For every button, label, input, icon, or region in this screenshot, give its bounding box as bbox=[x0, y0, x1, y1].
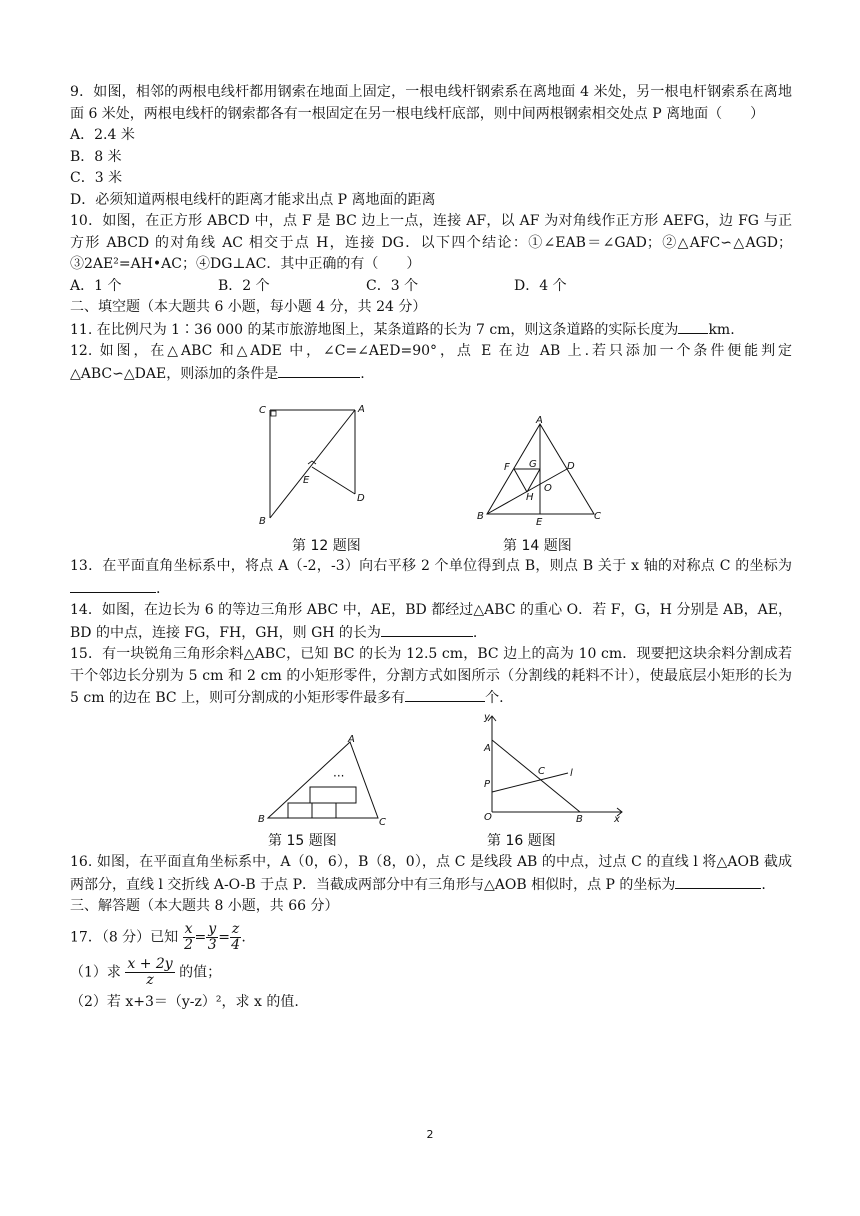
q10-option-a: A．1 个 bbox=[70, 277, 122, 294]
q9-option-a: A．2.4 米 bbox=[70, 127, 135, 143]
q9-stem: 9．如图，相邻的两根电线杆都用钢索在地面上固定，一根电线杆钢索系在离地面 4 米处，另一根电杆钢索系在离地面 6 米处，两根电线杆的钢索都各有一根固定在另一根电线杆底部，则中间两根钢索相交处点 P 离地面（ ） bbox=[70, 84, 792, 122]
q10-options bbox=[70, 276, 792, 298]
fig12-caption: 第 12 题图 bbox=[292, 538, 361, 554]
q12-stem bbox=[70, 341, 792, 385]
fig16-label-b: B bbox=[576, 814, 583, 825]
fig16-label-y: y bbox=[484, 712, 490, 723]
q15-text: 15．有一块锐角三角形余料△ABC，已知 BC 的长为 12.5 cm，BC 边上的高为 10 cm．现要把这块余料分割成若干个邻边长分别为 5 cm 和 2 cm 的小矩形零件，分割方式如图所示（分割线的耗料不计），使最底层小矩形的长为 5 cm 的边在 BC 上，则可分割成的小矩形零件最多有 bbox=[70, 646, 792, 706]
fig15-label-a: A bbox=[348, 734, 355, 745]
fig12-label-e: E bbox=[303, 475, 310, 486]
fig16-label-a: A bbox=[484, 743, 491, 754]
fig12-label-b: B bbox=[259, 516, 266, 527]
page-number: 2 bbox=[426, 1128, 434, 1141]
q14-answer-blank bbox=[381, 622, 473, 637]
q9-option-b: B．8 米 bbox=[70, 148, 122, 165]
q13-text: 13．在平面直角坐标系中，将点 A（-2，-3）向右平移 2 个单位得到点 B，则点 B 关于 x 轴的对称点 C 的坐标为 bbox=[70, 558, 792, 574]
q17-part1-suffix: 的值； bbox=[179, 964, 222, 980]
fig16-caption: 第 16 题图 bbox=[487, 833, 556, 849]
q17-frac-z: $\frac{z}{4}$ bbox=[231, 920, 241, 953]
q11-unit: km. bbox=[708, 321, 735, 338]
fig15-label-b: B bbox=[258, 814, 265, 825]
q14-stem bbox=[70, 600, 792, 644]
q9-option-c: C．3 米 bbox=[70, 170, 123, 186]
q14-text: 14．如图，在边长为 6 的等边三角形 ABC 中，AE，BD 都经过△ABC 的重心 O．若 F，G，H 分别是 AB，AE，BD 的中点，连接 FG，FH，GH，则 GH 的长为 bbox=[70, 602, 792, 641]
q13-answer-blank bbox=[70, 578, 156, 593]
q11-text: 11. 在比例尺为 1∶36 000 的某市旅游地图上，某条道路的长为 7 cm，则这条道路的实际长度为 bbox=[70, 321, 679, 338]
q15-end: 个. bbox=[485, 690, 504, 706]
exam-page bbox=[70, 82, 792, 385]
fig14-label-e: E bbox=[536, 517, 543, 528]
q10-option-d: D．4 个 bbox=[514, 277, 567, 294]
q17-stem bbox=[70, 922, 792, 953]
q11-stem bbox=[70, 319, 792, 342]
section-answer-heading: 三、解答题（本大题共 8 小题，共 66 分） bbox=[70, 898, 339, 914]
q17-eq-1: = bbox=[194, 929, 207, 945]
figure-12 bbox=[255, 398, 375, 530]
q13-end: . bbox=[156, 580, 161, 597]
q10-stem: 10．如图，在正方形 ABCD 中，点 F 是 BC 边上一点，连接 AF，以 AF 为对角线作正方形 AEFG，边 FG 与正方形 ABCD 的对角线 AC 相交于点 H，连接 DG．以下四个结论：①∠EAB＝∠GAD；②△AFC∽△AGD；③2AE²=AH•AC；④DG⊥AC．其中正确的有（ ） bbox=[70, 213, 792, 272]
q17-end: . bbox=[241, 929, 246, 945]
fig14-caption: 第 14 题图 bbox=[503, 538, 572, 554]
q17-eq-2: = bbox=[218, 929, 230, 945]
fig14-label-f: F bbox=[504, 462, 510, 473]
figure-15 bbox=[250, 732, 400, 828]
q14-end: . bbox=[472, 624, 478, 641]
fig16-label-x: x bbox=[614, 814, 620, 825]
exam-page-middle bbox=[70, 556, 792, 710]
q10-option-c: C．3 个 bbox=[366, 277, 419, 294]
q12-text: 12. 如图，在△ABC 和△ADE 中，∠C=∠AED=90°，点 E 在边 AB 上.若只添加一个条件便能判定△ABC∽△DAE，则添加的条件是 bbox=[70, 343, 792, 382]
q16-end: . bbox=[761, 876, 766, 893]
fig16-label-c: C bbox=[538, 766, 545, 777]
fig14-label-b: B bbox=[477, 511, 484, 522]
q12-answer-blank bbox=[278, 363, 360, 378]
q17-part2: （2）若 x+3＝（y-z）²，求 x 的值. bbox=[70, 993, 299, 1010]
q17-frac-y: $\frac{y}{3}$ bbox=[207, 920, 217, 953]
figure-14 bbox=[472, 412, 607, 530]
fig16-label-o: O bbox=[484, 812, 492, 823]
q13-stem bbox=[70, 556, 792, 600]
fig16-label-p: P bbox=[484, 779, 491, 790]
exam-page-lower bbox=[70, 852, 792, 1013]
q17-prefix: 17．（8 分）已知 bbox=[70, 929, 179, 945]
q15-stem bbox=[70, 644, 792, 710]
fig15-label-c: C bbox=[379, 817, 386, 828]
fig14-label-c: C bbox=[594, 511, 601, 522]
q10-option-b: B．2 个 bbox=[218, 277, 270, 294]
q17-frac-x: $\frac{x}{2}$ bbox=[184, 920, 194, 953]
fig12-label-a: A bbox=[358, 404, 365, 415]
q12-end: . bbox=[360, 365, 365, 382]
fig15-caption: 第 15 题图 bbox=[268, 833, 337, 849]
q9-option-d: D．必须知道两根电线杆的距离才能求出点 P 离地面的距离 bbox=[70, 191, 436, 208]
fig14-label-a: A bbox=[536, 415, 543, 426]
fig12-label-c: C bbox=[259, 405, 266, 416]
fig12-label-d: D bbox=[357, 493, 365, 504]
fig14-label-g: G bbox=[529, 459, 537, 470]
fig14-label-h: H bbox=[526, 492, 534, 503]
q16-stem bbox=[70, 852, 792, 896]
q17-part1-prefix: （1）求 bbox=[70, 964, 121, 980]
fig16-label-l: l bbox=[570, 768, 573, 779]
q16-text: 16. 如图，在平面直角坐标系中，A（0，6），B（8，0），点 C 是线段 AB 的中点，过点 C 的直线 l 将△AOB 截成两部分，直线 l 交折线 A-O-B 于点 P．当截成两部分中有三角形与△AOB 相似时，点 P 的坐标为 bbox=[70, 854, 792, 893]
fig14-label-o: O bbox=[544, 483, 552, 494]
fig14-label-d: D bbox=[567, 461, 575, 472]
fig15-dots: ··· bbox=[333, 769, 345, 783]
figure-16 bbox=[472, 710, 632, 828]
q17-part1-frac: $\frac{x + 2y}{z}$ bbox=[127, 955, 173, 988]
section-fill-in-heading: 二、填空题（本大题共 6 小题，每小题 4 分，共 24 分） bbox=[70, 299, 427, 315]
q16-answer-blank bbox=[675, 874, 761, 889]
q15-answer-blank bbox=[405, 687, 485, 702]
q17-part1 bbox=[70, 957, 792, 988]
q11-answer-blank bbox=[678, 319, 708, 334]
